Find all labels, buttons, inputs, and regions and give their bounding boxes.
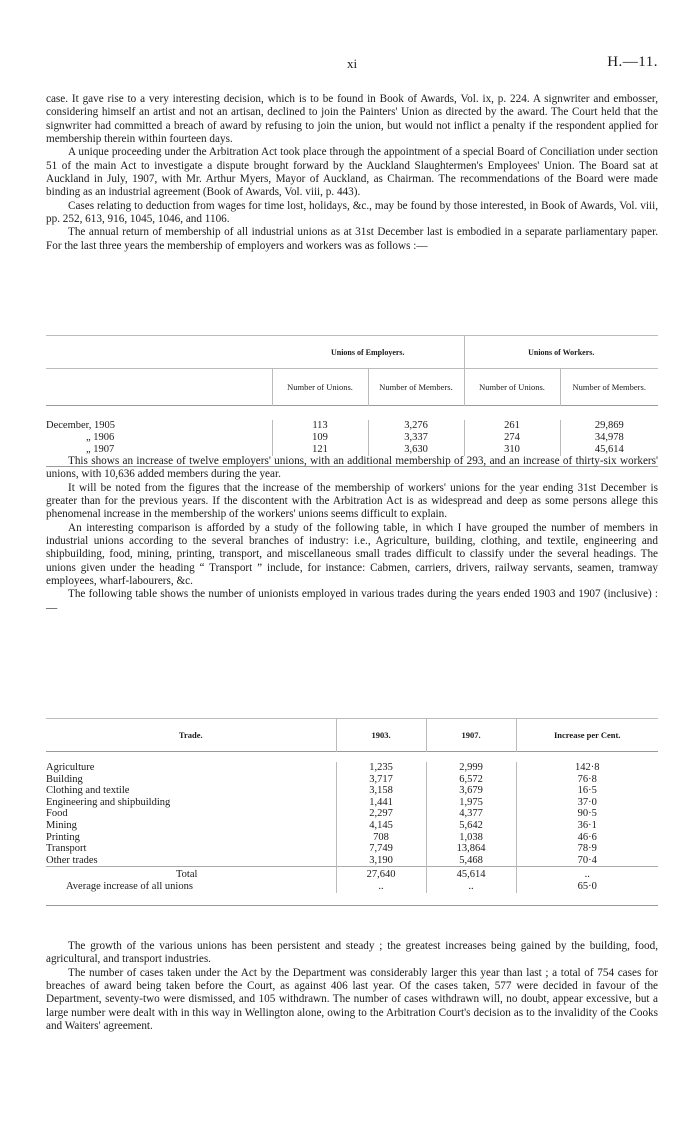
membership-table	[46, 335, 658, 467]
employer-members-header: Number of Members.	[368, 369, 464, 406]
year-1903-header: 1903.	[336, 719, 426, 752]
paragraph: The growth of the various unions has been persistent and steady ; the greatest increases being gained by the building, food, agricultural, and transport industries.	[46, 940, 658, 966]
worker-members-header: Number of Members.	[560, 369, 658, 406]
document-reference: H.—11.	[607, 54, 658, 70]
table-row: Building 3,717 6,572 76·8	[46, 774, 658, 786]
top-text-block	[46, 93, 658, 253]
table-row: Mining 4,145 5,642 36·1	[46, 820, 658, 832]
table-row: Transport 7,749 13,864 78·9	[46, 843, 658, 855]
total-row: Total 27,640 45,614 ..	[46, 867, 658, 882]
table-row: Engineering and shipbuilding 1,441 1,975 37·0	[46, 797, 658, 809]
page-header	[46, 54, 658, 74]
table-corner	[46, 336, 272, 369]
bottom-text-block	[46, 940, 658, 1033]
table-row: Agriculture 1,235 2,999 142·8	[46, 762, 658, 774]
paragraph: This shows an increase of twelve employers' unions, with an additional membership of 293, and an increase of thirty-six workers' unions, with 10,636 added members during the year.	[46, 455, 658, 481]
paragraph: It will be noted from the figures that the increase of the membership of workers' unions for the year ending 31st December is greater than for the previous years. If the discontent with the Arbitration Act is as widespread and deep as some persons allege this phenomenal increase in the membership of the workers' unions seems difficult to explain.	[46, 481, 658, 521]
workers-group-header: Unions of Workers.	[464, 336, 658, 369]
table-row: Clothing and textile 3,158 3,679 16·5	[46, 785, 658, 797]
table-row: Printing 708 1,038 46·6	[46, 832, 658, 844]
table-row: „ 1907 121 3,630 310 45,614	[46, 444, 658, 456]
average-row: Average increase of all unions .. .. 65·0	[46, 881, 658, 893]
paragraph: Cases relating to deduction from wages for time lost, holidays, &c., may be found by those interested, in Book of Awards, Vol. viii, pp. 252, 613, 916, 1045, 1046, and 1106.	[46, 199, 658, 226]
paragraph: A unique proceeding under the Arbitration Act took place through the appointment of a special Board of Conciliation under section 51 of the main Act to investigate a dispute brought forward by the Auckland Slaughtermen's Employees' Union. The Board sat at Auckland in July, 1907, with Mr. Arthur Myers, Mayor of Auckland, as Chairman. The recommendations of the Board were made binding as an industrial agreement (Book of Awards, Vol. viii, p. 443).	[46, 146, 658, 199]
trade-header: Trade.	[178, 730, 203, 740]
paragraph: case. It gave rise to a very interesting decision, which is to be found in Book of Awards, Vol. ix, p. 224. A signwriter and embosser, considering himself an artist and not an artisan, declined to join the Painters' Union as directed by the award. The Court held that the signwriter had committed a breach of award by refusing to join the union, but would not inflict a penalty if the respondent applied for membership therein within fourteen days.	[46, 93, 658, 146]
table-row: Food 2,297 4,377 90·5	[46, 808, 658, 820]
middle-text-block	[46, 455, 658, 615]
trades-table	[46, 718, 658, 906]
employers-group-header: Unions of Employers.	[330, 347, 405, 357]
paragraph: The number of cases taken under the Act by the Department was considerably larger this year than last ; a total of 754 cases for breaches of award being taken before the Court, as against 406 last year. Of the cases taken, 577 were decided in favour of the Department, seventy-two were dismissed, and 105 withdrawn. The number of cases withdrawn will, no doubt, appear excessive, but a large number were dealt with in this way in Wellington alone, owing to the Arbitration Court's decision as to the invalidity of the Cooks and Waiters' agreement.	[46, 966, 658, 1033]
paragraph: The following table shows the number of unionists employed in various trades during the years ended 1903 and 1907 (inclusive) :—	[46, 588, 658, 614]
table-row: Other trades 3,190 5,468 70·4	[46, 855, 658, 867]
table-row: December, 1905 113 3,276 261 29,869	[46, 420, 658, 432]
page-number: xi	[346, 56, 358, 71]
table-row: „ 1906 109 3,337 274 34,978	[46, 432, 658, 444]
paragraph: The annual return of membership of all industrial unions as at 31st December last is embodied in a separate parliamentary paper. For the last three years the membership of employers and workers was as follows :—	[46, 226, 658, 252]
employer-unions-header: Number of Unions.	[272, 369, 368, 406]
increase-header: Increase per Cent.	[516, 719, 658, 752]
year-1907-header: 1907.	[426, 719, 516, 752]
paragraph: An interesting comparison is afforded by a study of the following table, in which I have grouped the number of members in industrial unions according to the several branches of industry: i.e., Agriculture, building, clothing, and textile, engineering and shipbuilding, food, mining, printing, transport, and miscellaneous small trades difficult to classify under the several headings. The unions given under the heading “ Transport ” include, for instance: Cabmen, carriers, drivers, railway servants, seamen, tramway employees, wharf-labourers, &c.	[46, 521, 658, 588]
worker-unions-header: Number of Unions.	[464, 369, 560, 406]
